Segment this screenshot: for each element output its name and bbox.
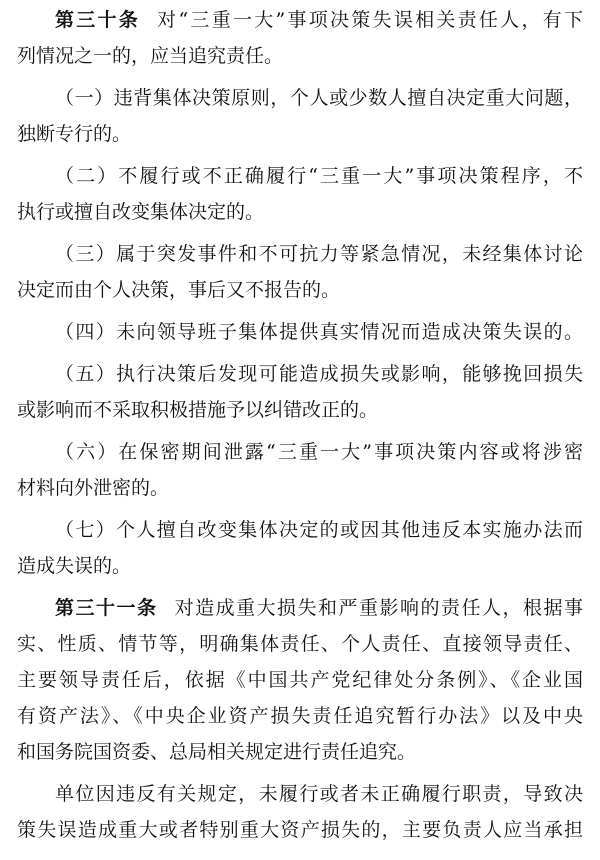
article-31-line-1 [17,590,583,626]
item-6-line-1: （六）在保密期间泄露“三重一大”事项决策内容或将涉密 [55,441,583,463]
item-7-line-1: （七）个人擅自改变集体决定的或因其他违反本实施办法而 [55,519,583,541]
article-31-number: 第三十一条 [55,597,158,619]
item-7-line-2: 造成失误的。 [17,555,132,577]
item-2-paragraph [17,158,583,230]
article-31-line-4: 有资产法》、《中央企业资产损失责任追究暂行办法》以及中央 [17,705,583,727]
article-31-line-2: 实、性质、情节等，明确集体责任、个人责任、直接领导责任、 [17,633,583,655]
item-2-line-2: 执行或擅自改变集体决定的。 [17,201,265,223]
item-3-line-1: （三）属于突发事件和不可抗力等紧急情况，未经集体讨论 [55,243,583,265]
item-4-line-1: （四）未向领导班子集体提供真实情况而造成决策失误的。 [55,321,583,343]
final-paragraph-line-1: 单位因违反有关规定，未履行或者未正确履行职责，导致决 [55,783,583,805]
final-paragraph-line-2: 策失误造成重大或者特别重大资产损失的，主要负责人应当承担 [17,819,583,841]
item-4-paragraph [17,314,583,350]
item-5-line-2: 或影响而不采取积极措施予以纠错改正的。 [17,399,379,421]
item-1-paragraph [17,80,583,152]
article-30-number: 第三十条 [55,9,141,31]
article-30-line-2: 列情况之一的，应当追究责任。 [17,45,284,67]
item-1-line-2: 独断专行的。 [17,123,132,145]
article-31-line-5: 和国务院国资委、总局相关规定进行责任追究。 [17,741,417,763]
article-31-paragraph [17,590,583,770]
item-5-paragraph [17,356,583,428]
article-30-paragraph [17,2,583,74]
item-6-line-2: 材料向外泄密的。 [17,477,170,499]
article-30-line-1 [17,2,583,38]
final-paragraph [17,776,583,848]
item-6-paragraph [17,434,583,506]
item-2-line-1: （二）不履行或不正确履行“三重一大”事项决策程序，不 [55,165,583,187]
article-31-text-1: 对造成重大损失和严重影响的责任人，根据事 [174,597,583,619]
item-7-paragraph [17,512,583,584]
item-1-line-1: （一）违背集体决策原则，个人或少数人擅自决定重大问题， [55,87,583,109]
item-3-line-2: 决定而由个人决策，事后又不报告的。 [17,279,341,301]
item-5-line-1: （五）执行决策后发现可能造成损失或影响，能够挽回损失 [55,363,583,385]
item-3-paragraph [17,236,583,308]
article-31-line-3: 主要领导责任后，依据《中国共产党纪律处分条例》、《企业国 [17,669,583,691]
article-30-text-1: 对“三重一大”事项决策失误相关责任人，有下 [157,9,583,31]
